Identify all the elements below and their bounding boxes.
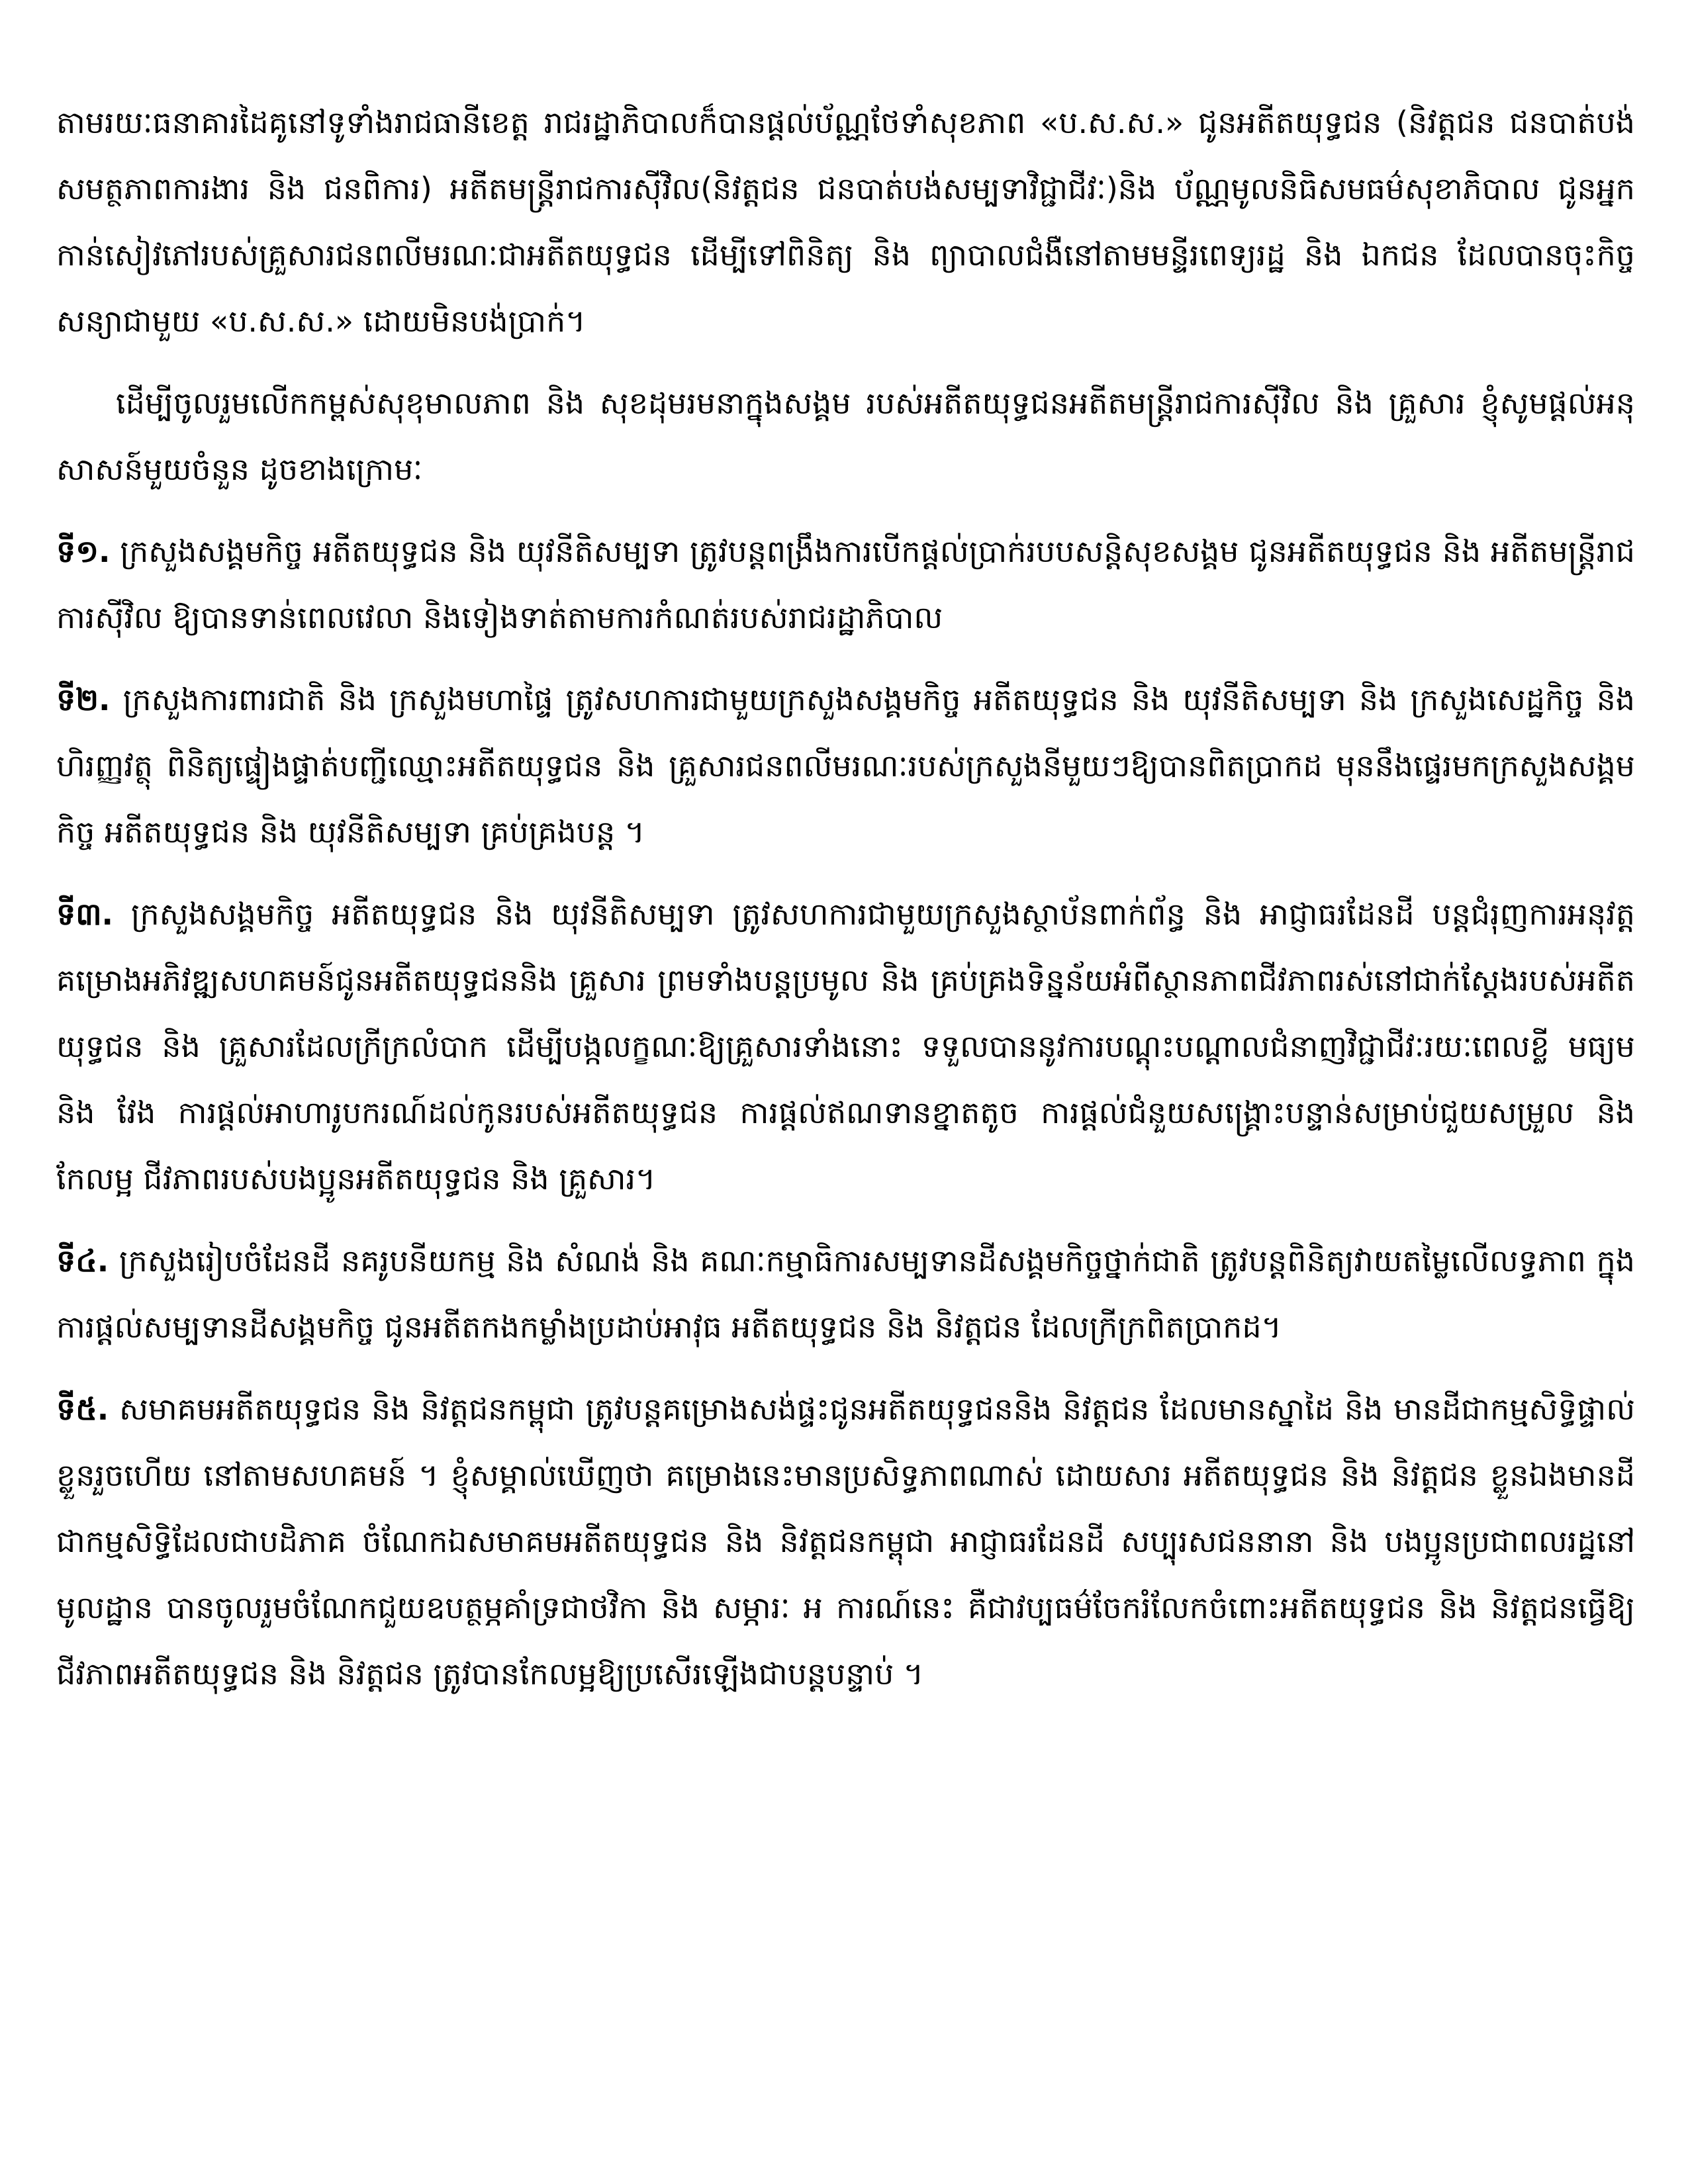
paragraph-text: ក្រសួងការពារជាតិ និង ក្រសួងមហាផ្ទៃ ត្រូវសហការជាមួយក្រសួងសង្គមកិច្ច អតីតយុទ្ធជន និង យុវនីតិសម្បទា និង ក្រសួងសេដ្ឋកិច្ច និង ហិរញ្ញវត្ថុ ពិនិត្យផ្ទៀងផ្ទាត់បញ្ជីឈ្មោះអតីតយុទ្ធជន និង គ្រួសារជនពលីមរណៈរបស់ក្រសួងនីមួយៗឱ្យបានពិតប្រាកដ មុននឹងផ្ទេរមកក្រសួងសង្គមកិច្ច អតីតយុទ្ធជន និង យុវនីតិសម្បទា គ្រប់គ្រងបន្ត ។ (56, 682, 1635, 850)
recommendation-1 (56, 518, 1635, 651)
lead-in-paragraph (56, 370, 1635, 502)
item-number-4: ទី៤. (56, 1243, 109, 1279)
recommendation-5 (56, 1376, 1635, 1707)
item-number-3: ទី៣. (56, 896, 113, 932)
paragraph-text: ក្រសួងសង្គមកិច្ច អតីតយុទ្ធជន និង យុវនីតិសម្បទា ត្រូវសហការជាមួយក្រសួងស្ថាប័នពាក់ព័ន្ធ និង អាជ្ញាធរដែនដី បន្តជំរុញការអនុវត្តគម្រោងអភិវឌ្ឍសហគមន៍ជូនអតីតយុទ្ធជននិង គ្រួសារ ព្រមទាំងបន្តប្រមូល និង គ្រប់គ្រងទិន្នន័យអំពីស្ថានភាពជីវភាពរស់នៅជាក់ស្តែងរបស់អតីតយុទ្ធជន និង គ្រួសារដែលក្រីក្រលំបាក ដើម្បីបង្កលក្ខណៈឱ្យគ្រួសារទាំងនោះ ទទួលបាននូវការបណ្តុះបណ្តាលជំនាញវិជ្ជាជីវៈរយៈពេលខ្លី មធ្យម និង វែង ការផ្តល់អាហារូបករណ៍ដល់កូនរបស់អតីតយុទ្ធជន ការផ្តល់ឥណទានខ្នាតតូច ការផ្តល់ជំនួយសង្រ្គោះបន្ទាន់សម្រាប់ជួយសម្រួល និង កែលម្អ ជីវភាពរបស់បងប្អូនអតីតយុទ្ធជន និង គ្រួសារ។ (56, 896, 1635, 1197)
paragraph-text: សមាគមអតីតយុទ្ធជន និង និវត្តជនកម្ពុជា ត្រូវបន្តគម្រោងសង់ផ្ទះជូនអតីតយុទ្ធជននិង និវត្តជន ដែលមានស្នាដៃ និង មានដីជាកម្មសិទ្ធិផ្ទាល់ខ្លួនរួចហើយ នៅតាមសហគមន៍ ។ ខ្ញុំសម្គាល់ឃើញថា គម្រោងនេះមានប្រសិទ្ធភាពណាស់ ដោយសារ អតីតយុទ្ធជន និង និវត្តជន ខ្លួនឯងមានដីជាកម្មសិទ្ធិដែលជាបដិភាគ ចំណែកឯសមាគមអតីតយុទ្ធជន និង និវត្តជនកម្ពុជា អាជ្ញាធរដែនដី សប្បុរសជននានា និង បងប្អូនប្រជាពលរដ្ឋនៅមូលដ្ឋាន បានចូលរួមចំណែកជួយឧបត្ថម្ភគាំទ្រជាថវិកា និង សម្ភារៈ អ ការណ៍នេះ គឺជាវប្បធម៌ចែករំលែកចំពោះអតីតយុទ្ធជន និង និវត្តជនធ្វើឱ្យជីវភាពអតីតយុទ្ធជន និង និវត្តជន ត្រូវបានកែលម្អឱ្យប្រសើរឡើងជាបន្តបន្ទាប់ ។ (56, 1391, 1635, 1692)
intro-paragraph (56, 89, 1635, 354)
recommendation-3 (56, 881, 1635, 1212)
paragraph-text: ក្រសួងរៀបចំដែនដី នគរូបនីយកម្ម និង សំណង់ និង គណៈកម្មាធិការសម្បទានដីសង្គមកិច្ចថ្នាក់ជាតិ ត្រូវបន្តពិនិត្យវាយតម្លៃលើលទ្ធភាព ក្នុងការផ្តល់សម្បទានដីសង្គមកិច្ច ជូនអតីតកងកម្លាំងប្រដាប់អាវុធ អតីតយុទ្ធជន និង និវត្តជន ដែលក្រីក្រពិតប្រាកដ។ (56, 1243, 1635, 1345)
item-number-5: ទី៥. (56, 1391, 109, 1427)
item-number-1: ទី១. (56, 533, 111, 569)
item-number-2: ទី២. (56, 682, 111, 717)
recommendation-2 (56, 666, 1635, 865)
paragraph-text: ក្រសួងសង្គមកិច្ច អតីតយុទ្ធជន និង យុវនីតិសម្បទា ត្រូវបន្តពង្រឹងការបើកផ្តល់ប្រាក់របបសន្តិសុខសង្គម ជូនអតីតយុទ្ធជន និង អតីតមន្រ្តីរាជការស៊ីវិល ឱ្យបានទាន់ពេលវេលា និងទៀងទាត់តាមការកំណត់របស់រាជរដ្ឋាភិបាល (56, 533, 1635, 635)
recommendation-4 (56, 1228, 1635, 1360)
paragraph-text: ដើម្បីចូលរួមលើកកម្ពស់សុខុមាលភាព និង សុខដុមរមនាក្នុងសង្គម របស់អតីតយុទ្ធជនអតីតមន្រ្តីរាជការស៊ីវិល និង គ្រួសារ ខ្ញុំសូមផ្តល់អនុសាសន៍មួយចំនួន ដូចខាងក្រោមៈ (56, 385, 1635, 487)
paragraph-text: តាមរយៈធនាគារដៃគូនៅទូទាំងរាជធានីខេត្ត រាជរដ្ឋាភិបាលក៏បានផ្តល់ប័ណ្ណថែទាំសុខភាព «ប.ស.ស.» ជូនអតីតយុទ្ធជន (និវត្តជន ជនបាត់បង់សមត្ថភាពការងារ និង ជនពិការ) អតីតមន្រ្តីរាជការស៊ីវិល(និវត្តជន ជនបាត់បង់សម្បទាវិជ្ជាជីវៈ)និង ប័ណ្ណមូលនិធិសមធម៌សុខាភិបាល ជូនអ្នកកាន់សៀវភៅរបស់គ្រួសារជនពលីមរណៈជាអតីតយុទ្ធជន ដើម្បីទៅពិនិត្យ និង ព្យាបាលជំងឺនៅតាមមន្ទីរពេទ្យរដ្ឋ និង ឯកជន ដែលបានចុះកិច្ចសន្យាជាមួយ «ប.ស.ស.» ដោយមិនបង់ប្រាក់។ (56, 105, 1635, 339)
